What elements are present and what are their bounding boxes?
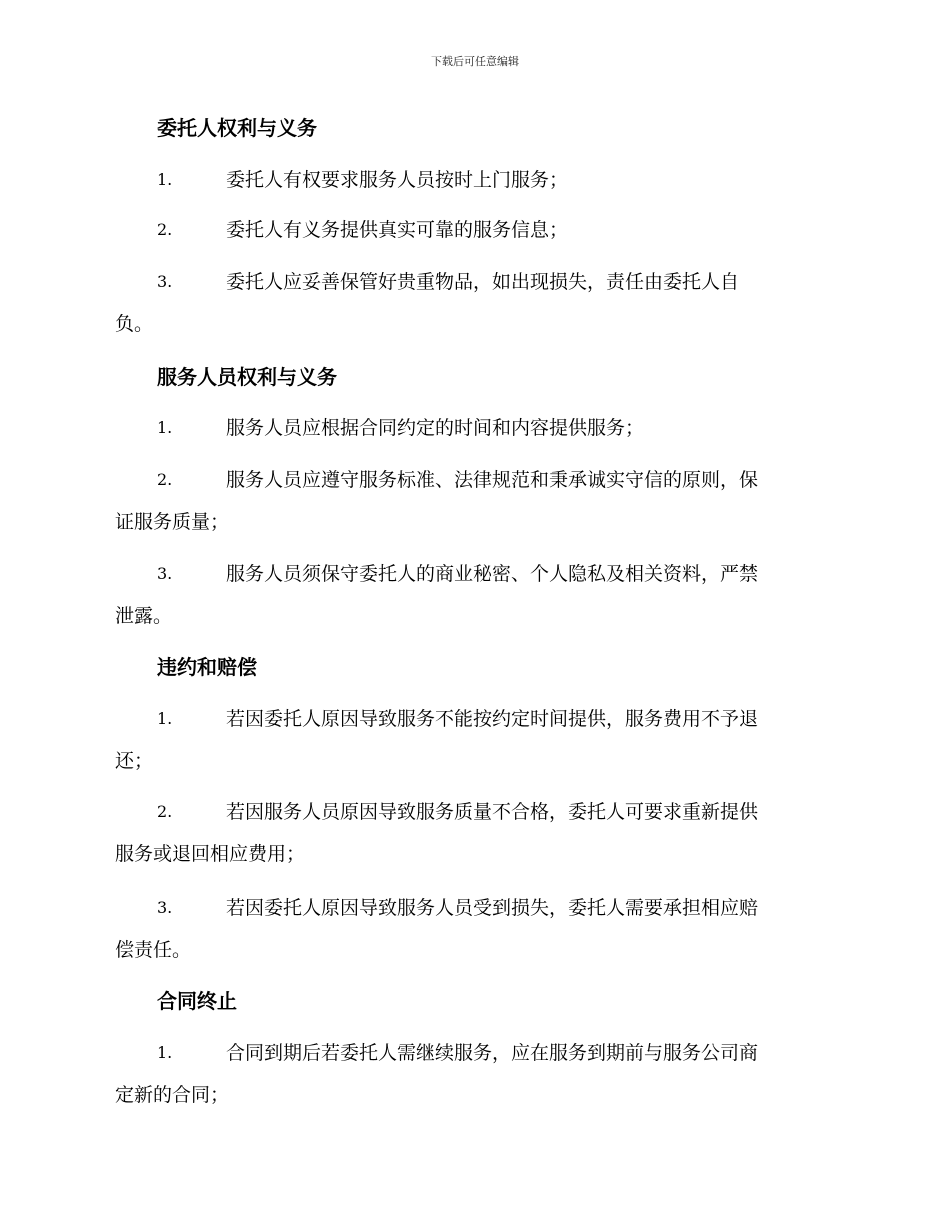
section-heading-contract-termination: 合同终止 [157, 989, 237, 1013]
list-item-continuation: 偿责任。 [115, 939, 192, 961]
section-heading-client-rights: 委托人权利与义务 [157, 116, 317, 140]
page-header: 下载后可任意编辑 [431, 55, 519, 68]
list-item-number: 1. [157, 170, 173, 189]
list-item-continuation: 泄露。 [115, 605, 173, 627]
list-item-text: 若因委托人原因导致服务人员受到损失，委托人需要承担相应赔 [226, 897, 759, 919]
list-item-number: 3. [157, 898, 173, 917]
list-item-number: 1. [157, 1043, 173, 1062]
list-item-number: 3. [157, 564, 173, 583]
list-item-text: 服务人员须保守委托人的商业秘密、个人隐私及相关资料，严禁 [226, 563, 759, 585]
list-item-text: 合同到期后若委托人需继续服务，应在服务到期前与服务公司商 [226, 1042, 759, 1064]
list-item-text: 委托人应妥善保管好贵重物品，如出现损失，责任由委托人自 [226, 271, 740, 293]
list-item-continuation: 负。 [115, 313, 154, 335]
list-item-text: 委托人有义务提供真实可靠的服务信息； [226, 219, 569, 241]
list-item-continuation: 还； [115, 750, 154, 772]
list-item-continuation: 服务或退回相应费用； [115, 843, 306, 865]
list-item-continuation: 定新的合同； [115, 1084, 230, 1106]
list-item-text: 若因服务人员原因导致服务质量不合格，委托人可要求重新提供 [226, 801, 759, 823]
list-item-number: 2. [157, 470, 173, 489]
list-item-text: 若因委托人原因导致服务不能按约定时间提供，服务费用不予退 [226, 708, 759, 730]
list-item-text: 服务人员应根据合同约定的时间和内容提供服务； [226, 417, 645, 439]
section-heading-staff-rights: 服务人员权利与义务 [157, 365, 337, 389]
list-item-text: 委托人有权要求服务人员按时上门服务； [226, 169, 569, 191]
list-item-number: 1. [157, 709, 173, 728]
list-item-number: 2. [157, 220, 173, 239]
list-item-number: 2. [157, 802, 173, 821]
section-heading-breach-compensation: 违约和赔偿 [157, 655, 257, 679]
list-item-continuation: 证服务质量； [115, 511, 230, 533]
list-item-text: 服务人员应遵守服务标准、法律规范和秉承诚实守信的原则，保 [226, 469, 759, 491]
list-item-number: 1. [157, 418, 173, 437]
list-item-number: 3. [157, 272, 173, 291]
